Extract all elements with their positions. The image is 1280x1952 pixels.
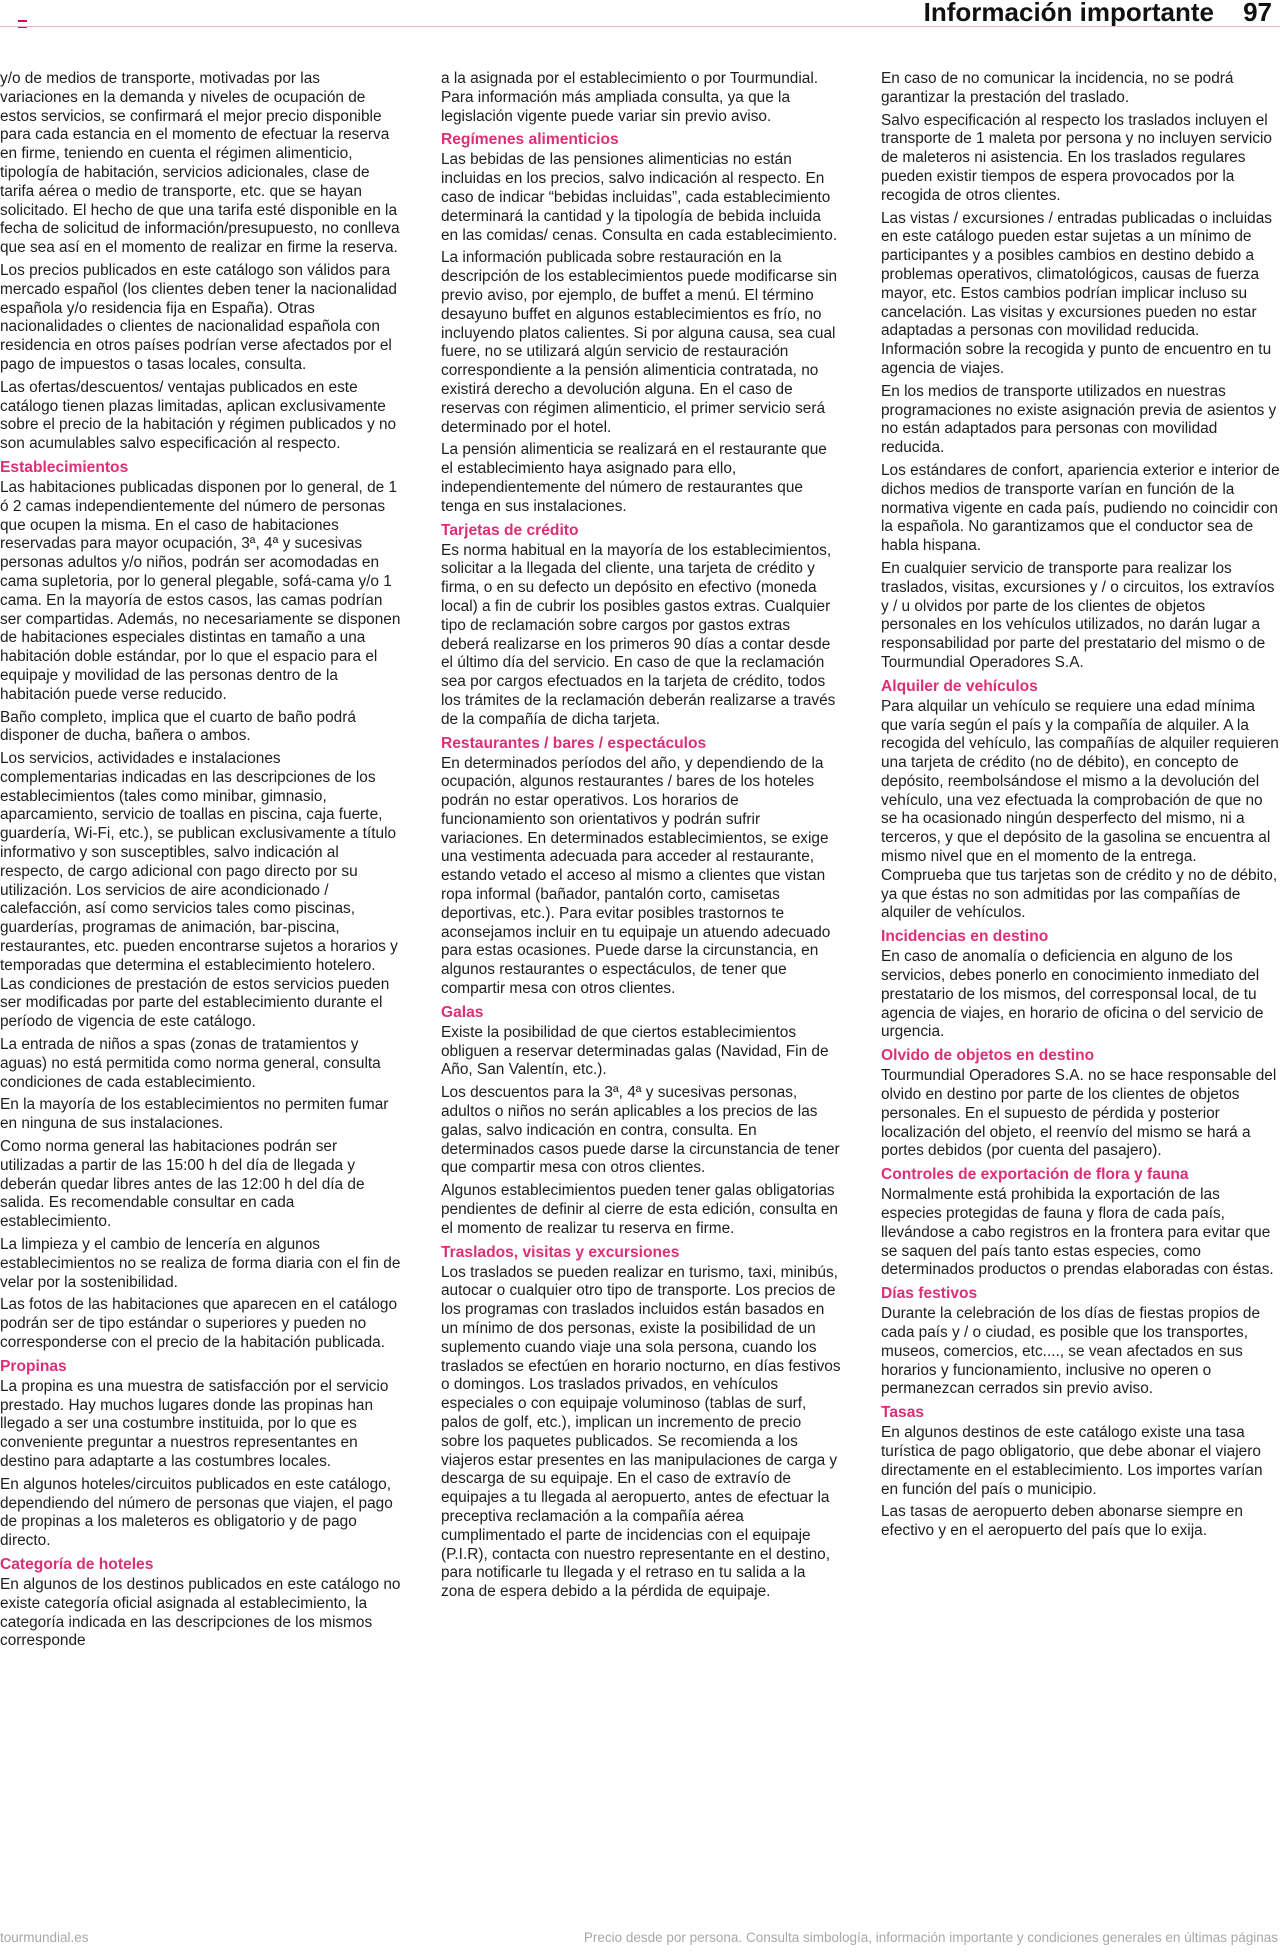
paragraph: En algunos hoteles/circuitos publicados en este catálogo, dependiendo del número de personas que viajen, el pago de propinas a los maleteros es obligatorio y de pago directo. xyxy=(0,1475,393,1550)
section-heading: Regímenes alimenticios xyxy=(441,131,619,149)
paragraph: Existe la posibilidad de que ciertos establecimientos obliguen a reservar determinadas galas (Navidad, Fin de Año, San Valentín, etc.). xyxy=(441,1023,829,1079)
section-heading: Olvido de objetos en destino xyxy=(881,1047,1095,1065)
paragraph: En algunos de los destinos publicados en este catálogo no existe categoría oficial asignada al establecimiento, la categoría indicada en las descripciones de los mismos corresponde xyxy=(0,1575,401,1650)
header-divider xyxy=(0,26,1280,27)
page-number: 97 xyxy=(1243,0,1272,27)
section-heading: Propinas xyxy=(0,1357,67,1375)
section-heading: Categoría de hoteles xyxy=(0,1555,154,1573)
paragraph: Tourmundial Operadores S.A. no se hace responsable del olvido en destino por parte de los clientes de objetos personales. En el supuesto de pérdida y posterior localización del objeto, el reenvío del mismo se hará a portes debidos (por cuenta del pasajero). xyxy=(881,1067,1277,1160)
section-title: Información importante xyxy=(923,0,1214,27)
paragraph: Algunos establecimientos pueden tener galas obligatorias pendientes de definir al cierre de esta edición, consulta en el momento de realizar tu reserva en firme. xyxy=(441,1182,838,1237)
paragraph: y/o de medios de transporte, motivadas por las variaciones en la demanda y niveles de ocupación de estos servicios, se confirmará el mejor precio disponible para cada estancia en el momento de efectuar la reserva en firme, teniendo en cuenta el régimen alimenticio, tipología de habitación, servicios adicionales, clase de tarifa aérea o medio de transporte, etc. que se hayan solicitado. El hecho de que una tarifa esté disponible en la fecha de solicitud de información/presupuesto, no conlleva que sea así en el momento de realizar en firme la reserva. xyxy=(0,70,400,257)
paragraph: Las vistas / excursiones / entradas publicadas o incluidas en este catálogo pueden estar sujetas a un mínimo de participantes y a posibles cambios en destino debido a problemas operativos, climatológicos, causas de fuerza mayor, etc. Estos cambios podrían implicar incluso su cancelación. Las visitas y excursiones pueden no estar adaptadas a personas con movilidad reducida. Información sobre la recogida y punto de encuentro en tu agencia de viajes. xyxy=(881,209,1272,377)
paragraph: La entrada de niños a spas (zonas de tratamientos y aguas) no está permitida como norma general, consulta condiciones de cada establecimiento. xyxy=(0,1036,381,1091)
text-column-1 xyxy=(0,70,401,1655)
paragraph: Para alquilar un vehículo se requiere una edad mínima que varía según el país y la compañía de alquiler. A la recogida del vehículo, las compañías de alquiler requieren una tarjeta de crédito (no de débito), en concepto de depósito, reembolsándose el mismo a la devolución del vehículo, una vez efectuada la comprobación de que no se ha ocasionado ningún desperfecto del mismo, ni a terceros, y que el depósito de la gasolina se encuentra al mismo nivel que en el momento de la entrega. Comprueba que tus tarjetas son de crédito y no de débito, ya que éstas no son admitidas por las compañías de alquiler de vehículos. xyxy=(881,697,1279,922)
section-heading: Días festivos xyxy=(881,1285,978,1303)
page-header xyxy=(0,0,1280,28)
section-heading: Establecimientos xyxy=(0,458,129,476)
paragraph: Las fotos de las habitaciones que aparecen en el catálogo podrán ser de tipo estándar o superiores y pueden no corresponderse con el precio de la habitación publicada. xyxy=(0,1296,398,1351)
section-heading: Alquiler de vehículos xyxy=(881,677,1038,695)
paragraph: En determinados períodos del año, y dependiendo de la ocupación, algunos restaurantes / bares de los hoteles podrán no estar operativos. Los horarios de funcionamiento son orientativos y podrán sufrir variaciones. En determinados establecimientos, se exige una vestimenta adecuada para acceder al restaurante, estando vetado el acceso al mismo a clientes que vistan ropa informal (bañador, pantalón corto, camisetas deportivas, etc.). Para evitar posibles trastornos te aconsejamos incluir en tu equipaje un atuendo adecuado para estas ocasiones. Puede darse la circunstancia, en algunos restaurantes o espectáculos, de tener que compartir mesa con otros clientes. xyxy=(441,754,831,998)
section-heading: Restaurantes / bares / espectáculos xyxy=(441,734,707,752)
paragraph: Las bebidas de las pensiones alimenticias no están incluidas en los precios, salvo indicación al respecto. En caso de indicar “bebidas incluidas”, cada establecimiento determinará la cantidad y la tipología de bebida incluida en las comidas/ cenas. Consulta en cada establecimiento. xyxy=(441,151,838,244)
paragraph: Como norma general las habitaciones podrán ser utilizadas a partir de las 15:00 h del día de llegada y deberán quedar libres antes de las 12:00 h del día de salida. Es recomendable consultar en cada establecimiento. xyxy=(0,1138,365,1231)
paragraph: Los servicios, actividades e instalaciones complementarias indicadas en las descripciones de los establecimientos (tales como minibar, gimnasio, aparcamiento, servicio de toallas en piscina, caja fuerte, guardería, Wi-Fi, etc.), se publican exclusivamente a título informativo y son susceptibles, salvo indicación al respecto, de cargo adicional con pago directo por su utilización. Los servicios de aire acondicionado / calefacción, así como servicios tales como piscinas, guarderías, programas de animación, bar-piscina, restaurantes, etc. pueden encontrarse sujetos a horarios y temporadas que determina el establecimiento hotelero. Las condiciones de prestación de estos servicios pueden ser modificadas por parte del establecimiento durante el período de vigencia de este catálogo. xyxy=(0,750,398,1031)
paragraph: Los estándares de confort, apariencia exterior e interior de dichos medios de transporte varían en función de la normativa vigente en cada país, pudiendo no coincidir con la española. No garantizamos que el conductor sea de habla hispana. xyxy=(881,461,1280,555)
section-heading: Tasas xyxy=(881,1404,925,1422)
paragraph: En la mayoría de los establecimientos no permiten fumar en ninguna de sus instalaciones. xyxy=(0,1096,389,1133)
paragraph: La limpieza y el cambio de lencería en algunos establecimientos no se realiza de forma diaria con el fin de velar por la sostenibilidad. xyxy=(0,1236,401,1291)
paragraph: Baño completo, implica que el cuarto de baño podrá disponer de ducha, bañera o ambos. xyxy=(0,708,356,745)
section-heading: Controles de exportación de flora y fauna xyxy=(881,1166,1189,1184)
section-heading: Incidencias en destino xyxy=(881,928,1049,946)
text-column-2 xyxy=(441,70,841,1606)
footer-site-link[interactable]: tourmundial.es xyxy=(0,1930,89,1945)
paragraph: En caso de anomalía o deficiencia en alguno de los servicios, debes ponerlo en conocimiento inmediato del prestatario de los mismos, del corresponsal local, de tu agencia de viajes, en horario de oficina o del servicio de urgencia. xyxy=(881,948,1264,1041)
paragraph: Las ofertas/descuentos/ ventajas publicados en este catálogo tienen plazas limitadas, aplican exclusivamente sobre el precio de la habitación y régimen publicados y no son acumulables salvo especificación al respecto. xyxy=(0,378,397,453)
paragraph: Los descuentos para la 3ª, 4ª y sucesivas personas, adultos o niños no serán aplicables a los precios de las galas, salvo indicación en contra, consulta. En determinados casos puede darse la circunstancia de tener que compartir mesa con otros clientes. xyxy=(441,1084,840,1177)
paragraph: En algunos destinos de este catálogo existe una tasa turística de pago obligatorio, que debe abonar el viajero directamente en el establecimiento. Los importes varían en función del país o municipio. xyxy=(881,1424,1263,1498)
text-column-3 xyxy=(881,70,1280,1545)
paragraph: La pensión alimenticia se realizará en el restaurante que el establecimiento haya asignado para ello, independientemente del número de restaurantes que tenga en sus instalaciones. xyxy=(441,441,827,515)
paragraph: Los traslados se pueden realizar en turismo, taxi, minibús, autocar o cualquier otro tipo de transporte. Los precios de los programas con traslados incluidos están basados en un mínimo de dos personas, existe la posibilidad de un suplemento cuando viaje una sola persona, cuando los traslados se efectúen en horario nocturno, en días festivos o domingos. Los traslados privados, en vehículos especiales o con equipaje voluminoso (tablas de surf, palos de golf, etc.), implican un incremento de precio sobre los paquetes publicados. Se recomienda a los viajeros estar presentes en las manipulaciones de carga y descarga de su equipaje. En el caso de extravío de equipajes a tu llegada al aeropuerto, antes de efectuar la preceptiva reclamación a la compañía aérea cumplimentado el parte de incidencias con el equipaje (P.I.R), contacta con nuestro representante en el destino, para notificarle tu llegada y el retraso en tu salida a la zona de espera debido a la pérdida de equipaje. xyxy=(441,1263,841,1601)
section-heading: Traslados, visitas y excursiones xyxy=(441,1243,680,1261)
section-heading: Tarjetas de crédito xyxy=(441,521,579,539)
paragraph: a la asignada por el establecimiento o por Tourmundial. Para información más ampliada consulta, ya que la legislación vigente puede variar sin previo aviso. xyxy=(441,70,819,125)
paragraph: Normalmente está prohibida la exportación de las especies protegidas de fauna y flora de cada país, llevándose a cabo registros en la frontera para evitar que se saquen del país tanto estas especies, como determinados productos o prendas elaboradas con éstas. xyxy=(881,1186,1274,1279)
paragraph: En caso de no comunicar la incidencia, no se podrá garantizar la prestación del traslado. xyxy=(881,70,1234,106)
paragraph: Es norma habitual en la mayoría de los establecimientos, solicitar a la llegada del cliente, una tarjeta de crédito y firma, o en su defecto un depósito en efectivo (moneda local) a fin de cubrir los posibles gastos extras. Cualquier tipo de reclamación sobre cargos por gastos extras deberá realizarse en los primeros 90 días a contar desde el último día del servicio. En caso de que la reclamación sea por cargos efectuados en la tarjeta de crédito, todos los trámites de la reclamación deberán realizarse a través de la compañía de dicha tarjeta. xyxy=(441,541,836,728)
paragraph: En los medios de transporte utilizados en nuestras programaciones no existe asignación previa de asientos y no están adaptados para personas con movilidad reducida. xyxy=(881,382,1277,457)
paragraph: Las tasas de aeropuerto deben abonarse siempre en efectivo y en el aeropuerto del país que lo exija. xyxy=(881,1503,1243,1540)
paragraph: Los precios publicados en este catálogo son válidos para mercado español (los clientes deben tener la nacionalidad española y/o residencia fija en España). Otras nacionalidades o clientes de nacionalidad española con residencia en otros países podrían verse afectados por el pago de impuestos o tasas locales, consulta. xyxy=(0,261,397,373)
paragraph: Durante la celebración de los días de fiestas propios de cada país y / o ciudad, es posible que los transportes, museos, comercios, etc...., se vean afectados en sus horarios y funcionamiento, inclusive no operen o permanezcan cerrados sin previo aviso. xyxy=(881,1305,1261,1398)
paragraph: Las habitaciones publicadas disponen por lo general, de 1 ó 2 camas independientemente del número de personas que ocupen la misma. En el caso de habitaciones reservadas para mayor ocupación, 3ª, 4ª y sucesivas personas adultos y/o niños, podrán ser acomodadas en cama supletoria, por lo general plegable, sofá-cama y/o 1 cama. En la mayoría de estos casos, las camas podrían ser compartidas. Además, no necesariamente se disponen de habitaciones especiales distintas en tamaño a una habitación doble estándar, por lo que el espacio para el equipaje y movilidad de las personas dentro de la habitación puede verse reducido. xyxy=(0,478,401,703)
paragraph: La propina es una muestra de satisfacción por el servicio prestado. Hay muchos lugares donde las propinas han llegado a ser una costumbre instituida, por lo que es conveniente preguntar a nuestros representantes en destino para adaptarte a las costumbres locales. xyxy=(0,1377,389,1470)
paragraph: La información publicada sobre restauración en la descripción de los establecimientos puede modificarse sin previo aviso, por ejemplo, de buffet a menú. El término desayuno buffet en algunos establecimientos es frío, no incluyendo platos calientes. Si por alguna causa, sea cual fuere, no se utilizará algún servicio de restauración correspondiente a la pensión alimenticia contratada, no existirá derecho a devolución alguna. En el caso de reservas con régimen alimenticio, el primer servicio será determinado por el hotel. xyxy=(441,249,838,436)
paragraph: En cualquier servicio de transporte para realizar los traslados, visitas, excursiones y / o circuitos, los extravíos y / u olvidos por parte de los clientes de objetos personales en los vehículos utilizados, no darán lugar a responsabilidad por parte del prestatario del mismo o de Tourmundial Operadores S.A. xyxy=(881,559,1275,671)
paragraph: Salvo especificación al respecto los traslados incluyen el transporte de 1 maleta por persona y no incluyen servicio de maleteros ni asistencia. En los traslados regulares pueden existir tiempos de espera provocados por la recogida de otros clientes. xyxy=(881,111,1272,204)
footer-note: Precio desde por persona. Consulta simbología, información importante y condiciones generales en últimas páginas xyxy=(583,1930,1278,1945)
section-heading: Galas xyxy=(441,1003,484,1021)
